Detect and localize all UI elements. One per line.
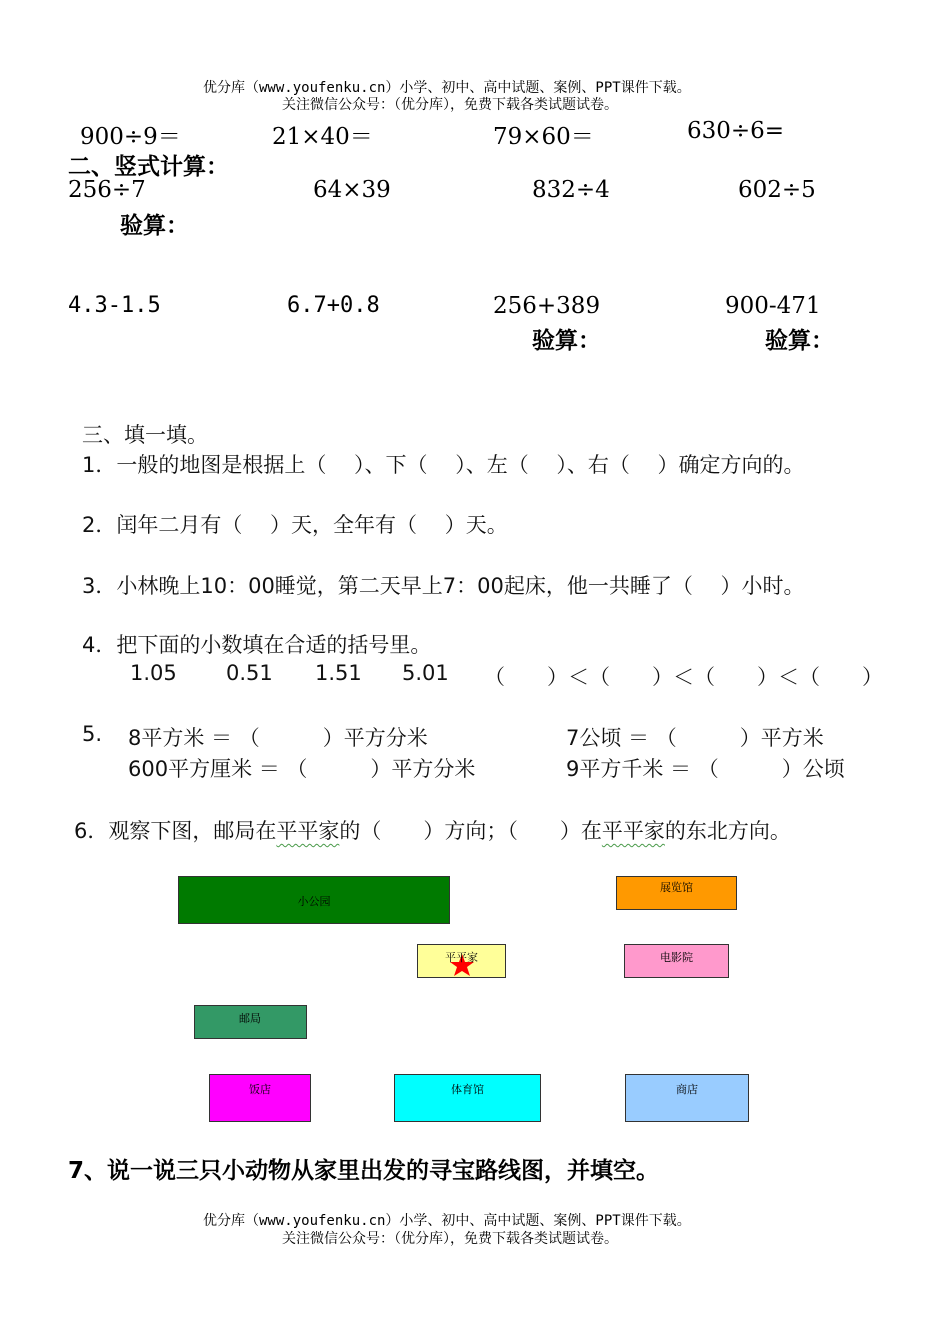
question-6 bbox=[74, 815, 791, 845]
question-6-part-3: 的东北方向。 bbox=[664, 819, 791, 843]
vertical-calc-5: 4.3-1.5 bbox=[68, 293, 161, 318]
decimal-3: 1.51 bbox=[315, 661, 362, 685]
map-home bbox=[417, 944, 506, 978]
question-5-number: 5. bbox=[82, 722, 103, 746]
question-4: 4．把下面的小数填在合适的括号里。 bbox=[82, 633, 432, 657]
check-label-2: 验算： bbox=[532, 328, 601, 354]
question-6-home-1: 平平家 bbox=[276, 819, 340, 843]
question-5d: 9平方千米 ＝ （ ）公顷 bbox=[566, 757, 845, 781]
vertical-calc-1: 256÷7 bbox=[68, 177, 146, 203]
footer-line-1: 优分库（www.youfenku.cn）小学、初中、高中试题、案例、PPT课件下载。 bbox=[203, 1213, 691, 1229]
vertical-calc-8: 900-471 bbox=[725, 293, 821, 319]
map-cinema bbox=[624, 944, 729, 978]
map-home-label: 平平家 bbox=[445, 951, 478, 964]
map-exhibition-label: 展览馆 bbox=[660, 881, 693, 894]
oral-calc-1: 900÷9＝ bbox=[80, 124, 181, 150]
question-2: 2．闰年二月有（ ）天，全年有（ ）天。 bbox=[82, 513, 508, 537]
decimal-order-blanks: （ ）＜（ ）＜（ ）＜（ ） bbox=[484, 665, 883, 689]
question-6-home-2: 平平家 bbox=[601, 819, 665, 843]
map-gym bbox=[394, 1074, 541, 1122]
map-shop-label: 商店 bbox=[676, 1083, 698, 1096]
decimal-1: 1.05 bbox=[130, 661, 177, 685]
check-label-1: 验算： bbox=[120, 213, 189, 239]
decimal-2: 0.51 bbox=[226, 661, 273, 685]
map-park-label: 小公园 bbox=[297, 895, 331, 908]
question-5a: 8平方米 ＝ （ ）平方分米 bbox=[128, 726, 428, 750]
section2-title: 二、竖式计算： bbox=[68, 154, 229, 180]
decimal-4: 5.01 bbox=[402, 661, 449, 685]
question-3: 3．小林晚上10：00睡觉，第二天早上7：00起床，他一共睡了（ ）小时。 bbox=[82, 574, 805, 598]
section3-title: 三、填一填。 bbox=[82, 423, 208, 447]
question-1: 1．一般的地图是根据上（ ）、下（ ）、左（ ）、右（ ）确定方向的。 bbox=[82, 453, 805, 477]
footer-line-2: 关注微信公众号：（优分库），免费下载各类试题试卷。 bbox=[282, 1231, 618, 1247]
vertical-calc-6: 6.7+0.8 bbox=[287, 293, 380, 318]
question-7: 7、说一说三只小动物从家里出发的寻宝路线图，并填空。 bbox=[68, 1158, 660, 1184]
question-6-part-1: 6．观察下图，邮局在 bbox=[74, 819, 277, 843]
question-5b: 7公顷 ＝ （ ）平方米 bbox=[566, 726, 824, 750]
map-restaurant bbox=[209, 1074, 311, 1122]
vertical-calc-2: 64×39 bbox=[313, 177, 391, 203]
map-park bbox=[178, 876, 450, 924]
question-5c: 600平方厘米 ＝ （ ）平方分米 bbox=[128, 757, 476, 781]
oral-calc-2: 21×40＝ bbox=[272, 124, 373, 150]
map-post-label: 邮局 bbox=[239, 1012, 261, 1025]
check-label-3: 验算： bbox=[765, 328, 834, 354]
map-post-office bbox=[194, 1005, 307, 1039]
question-6-part-2: 的（ ）方向；（ ）在 bbox=[339, 819, 602, 843]
header-line-2: 关注微信公众号：（优分库），免费下载各类试题试卷。 bbox=[282, 97, 618, 113]
vertical-calc-4: 602÷5 bbox=[738, 177, 816, 203]
vertical-calc-7: 256+389 bbox=[493, 293, 601, 319]
map-shop bbox=[625, 1074, 749, 1122]
map-restaurant-label: 饭店 bbox=[249, 1083, 271, 1096]
oral-calc-4: 630÷6= bbox=[687, 118, 785, 144]
header-line-1: 优分库（www.youfenku.cn）小学、初中、高中试题、案例、PPT课件下载。 bbox=[203, 80, 691, 96]
map-cinema-label: 电影院 bbox=[660, 951, 693, 964]
vertical-calc-3: 832÷4 bbox=[532, 177, 610, 203]
map-gym-label: 体育馆 bbox=[451, 1083, 484, 1096]
map-exhibition-hall bbox=[616, 876, 737, 910]
oral-calc-3: 79×60＝ bbox=[493, 124, 594, 150]
